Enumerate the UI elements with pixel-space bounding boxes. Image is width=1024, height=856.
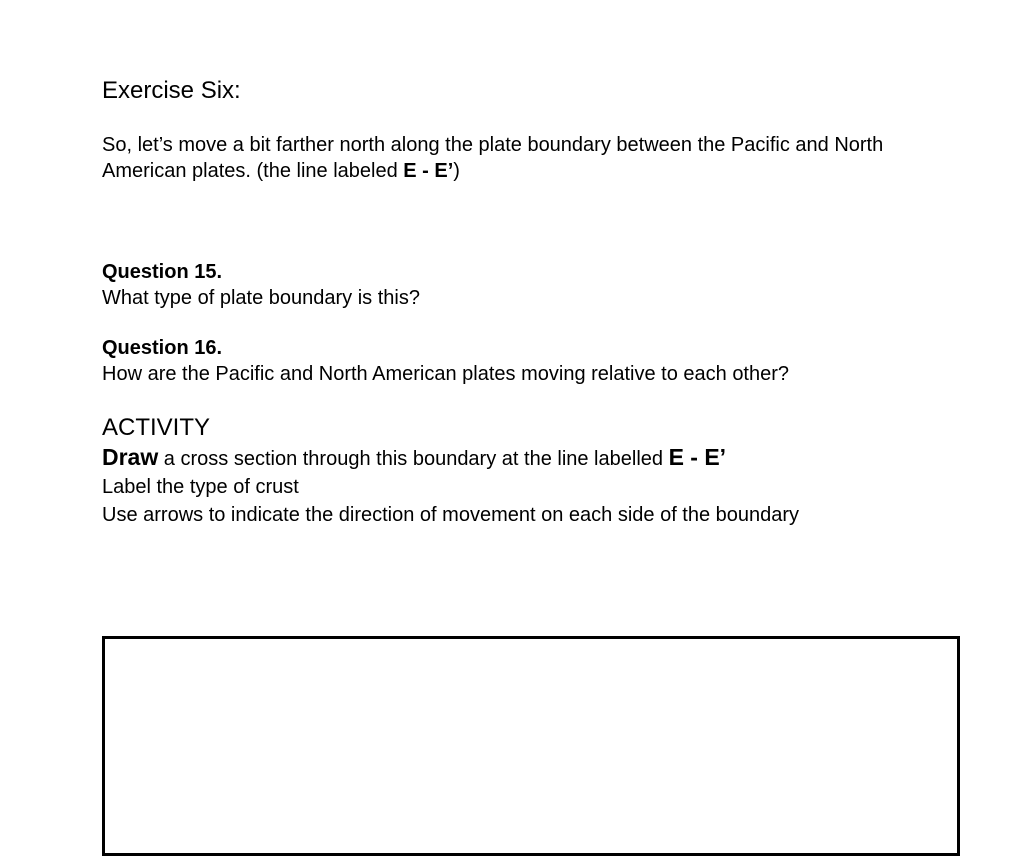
activity-heading: ACTIVITY xyxy=(102,414,211,441)
question-label: Question 15. xyxy=(102,261,223,283)
question-15 xyxy=(102,259,420,311)
intro-paragraph xyxy=(102,132,952,184)
drawing-answer-box[interactable] xyxy=(102,636,960,856)
intro-text: So, let’s move a bit farther north along the plate boundary between the Pacific and North American plates. (the line labeled xyxy=(102,134,884,182)
draw-line-label: E - E’ xyxy=(668,444,727,470)
intro-line-label: E - E’ xyxy=(403,160,454,182)
intro-text-end: ) xyxy=(453,160,460,182)
question-16 xyxy=(102,335,789,387)
question-label: Question 16. xyxy=(102,337,223,359)
activity-section xyxy=(102,413,799,529)
draw-text: a cross section through this boundary at the line labelled xyxy=(158,448,669,470)
question-text: What type of plate boundary is this? xyxy=(102,287,420,309)
activity-instruction-arrows: Use arrows to indicate the direction of movement on each side of the boundary xyxy=(102,504,800,526)
activity-draw-instruction xyxy=(102,443,799,473)
activity-instruction-crust: Label the type of crust xyxy=(102,476,299,498)
draw-word: Draw xyxy=(102,444,159,470)
question-text: How are the Pacific and North American plates moving relative to each other? xyxy=(102,363,790,385)
exercise-title: Exercise Six: xyxy=(102,77,241,104)
